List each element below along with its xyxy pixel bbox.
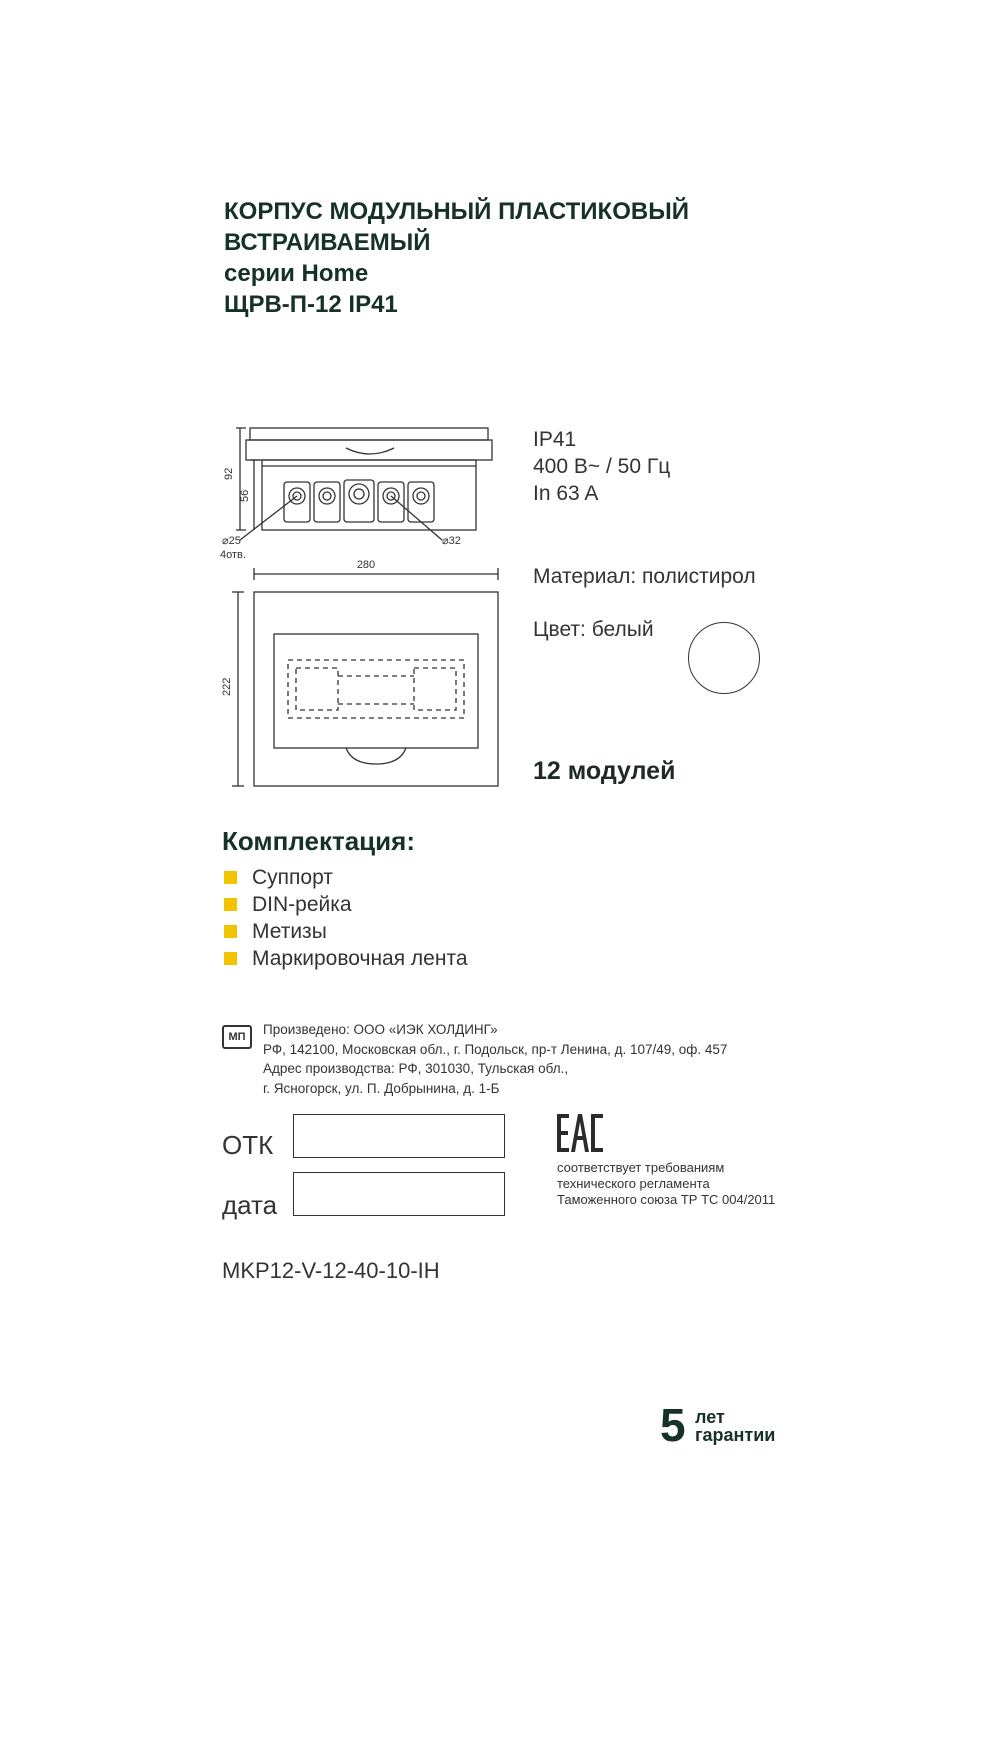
color-swatch	[688, 622, 760, 694]
eac-line-2: технического регламента	[557, 1176, 710, 1191]
kit-item: DIN-рейка	[222, 891, 468, 918]
specs-block	[533, 426, 670, 507]
kit-item: Маркировочная лента	[222, 945, 468, 972]
side-view-knockouts	[284, 480, 434, 522]
side-dim-inner-label: 56	[239, 489, 251, 502]
title-line-1: КОРПУС МОДУЛЬНЫЙ ПЛАСТИКОВЫЙ	[224, 198, 689, 225]
eac-line-3: Таможенного союза ТР ТС 004/2011	[557, 1192, 776, 1207]
warranty-years: 5	[660, 1399, 686, 1451]
manufacturer-line-1: Произведено: ООО «ИЭК ХОЛДИНГ»	[263, 1022, 498, 1037]
warranty-word-2: гарантии	[695, 1425, 776, 1445]
warranty-word-1: лет	[695, 1407, 725, 1427]
spec-ip: IP41	[533, 428, 577, 451]
kit-list	[222, 864, 468, 972]
manufacturer-line-3: Адрес производства: РФ, 301030, Тульская обл.,	[263, 1061, 569, 1076]
title-line-4: ЩРВ-П-12 IP41	[224, 291, 398, 318]
bullet-square-icon	[224, 871, 237, 884]
otk-stamp-box	[293, 1114, 505, 1158]
product-title	[224, 196, 689, 320]
front-dim-height-label: 222	[221, 677, 233, 696]
hole-small-count-label: 4отв.	[220, 549, 246, 561]
hole-large-label: ⌀32	[442, 535, 461, 547]
date-stamp-box	[293, 1172, 505, 1216]
hole-small-label: ⌀25	[222, 535, 241, 547]
kit-item: Метизы	[222, 918, 468, 945]
eac-compliance-text	[557, 1160, 775, 1208]
side-view-frame-top	[250, 428, 488, 440]
front-view-window	[274, 634, 478, 748]
article-number: MKP12-V-12-40-10-IH	[222, 1258, 440, 1283]
side-view-drawing	[210, 418, 510, 566]
front-view-frame	[254, 592, 498, 786]
manufacturer-line-2: РФ, 142100, Московская обл., г. Подольск, пр-т Ленина, д. 107/49, оф. 457	[263, 1041, 728, 1057]
modules-count: 12 модулей	[533, 757, 676, 785]
title-line-2: ВСТРАИВАЕМЫЙ	[224, 229, 431, 256]
spec-current: In 63 A	[533, 482, 599, 505]
bullet-square-icon	[224, 925, 237, 938]
spec-voltage: 400 В~ / 50 Гц	[533, 455, 671, 478]
front-view-module-slots	[288, 660, 464, 718]
date-label: дата	[222, 1190, 278, 1220]
title-line-3: серии Home	[224, 260, 369, 287]
side-view-frame-lid	[246, 440, 492, 460]
eac-line-1: соответствует требованиям	[557, 1160, 725, 1175]
kit-item: Суппорт	[222, 864, 468, 891]
side-view-latch	[346, 448, 394, 454]
front-view-latch	[346, 748, 406, 764]
kit-title: Комплектация:	[222, 826, 415, 856]
manufacturer-line-4: г. Ясногорск, ул. П. Добрынина, д. 1-Б	[263, 1080, 500, 1096]
manufacturer-icon: МП	[222, 1025, 252, 1049]
material-text: Материал: полистирол	[533, 565, 756, 588]
otk-label: ОТК	[222, 1130, 274, 1160]
front-view-drawing	[220, 558, 510, 794]
eac-logo-icon	[557, 1114, 605, 1154]
front-dim-width-label: 280	[356, 559, 376, 571]
bullet-square-icon	[224, 952, 237, 965]
color-text: Цвет: белый	[533, 618, 654, 641]
manufacturer-info	[263, 1020, 727, 1098]
bullet-square-icon	[224, 898, 237, 911]
warranty-words	[695, 1408, 775, 1444]
side-dim-total-label: 92	[223, 467, 235, 480]
